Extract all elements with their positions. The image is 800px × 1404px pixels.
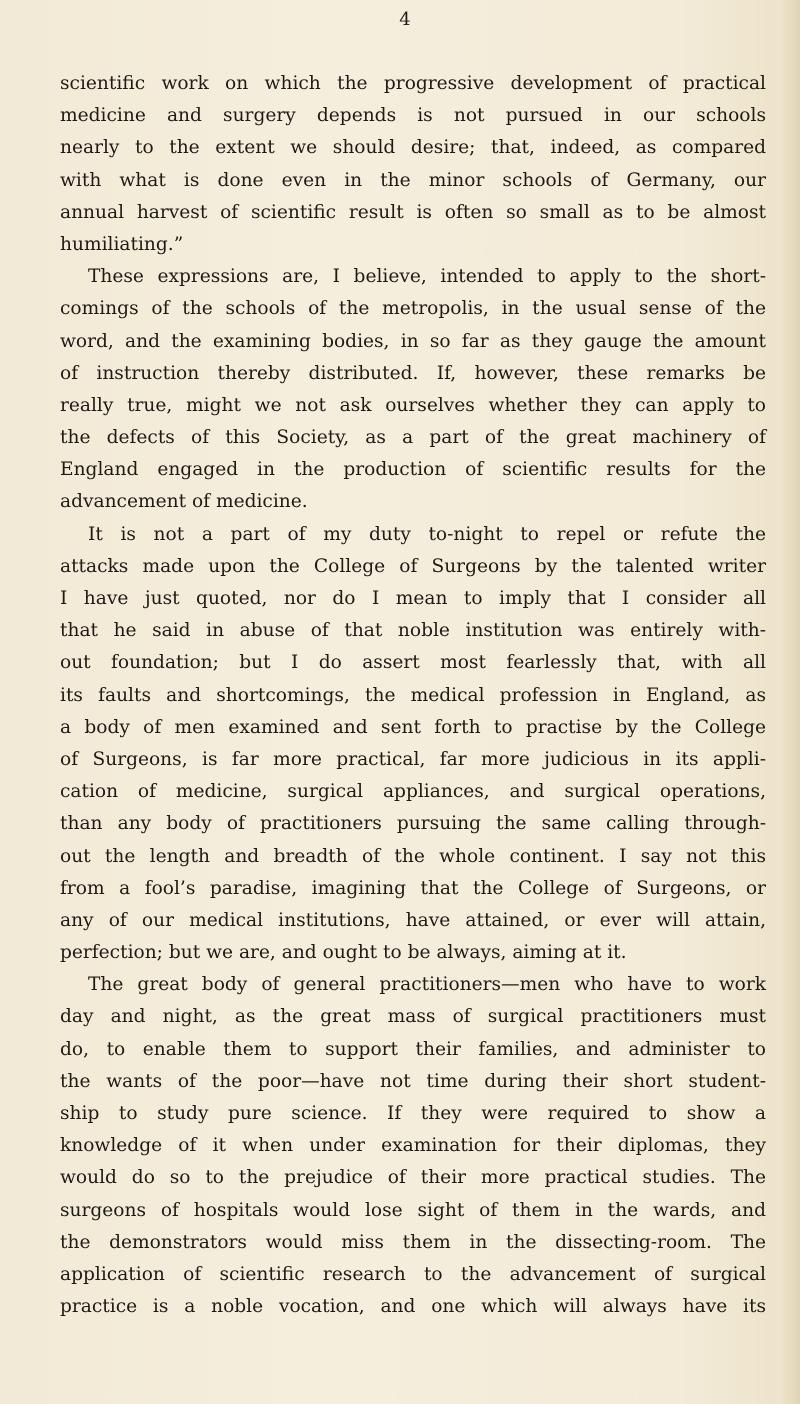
text-line: from a fool’s paradise, imagining that the College of Surgeons, or <box>60 877 766 899</box>
page-edge-shadow <box>782 0 800 1404</box>
text-line: These expressions are, I believe, intended to apply to the short- <box>88 266 766 288</box>
text-line: annual harvest of scientific result is often so small as to be almost <box>60 201 766 223</box>
body-text <box>60 68 766 1323</box>
text-line: day and night, as the great mass of surgical practitioners must <box>60 1006 766 1028</box>
text-line: ship to study pure science. If they were required to show a <box>60 1103 766 1124</box>
text-line: knowledge of it when under examination for their diplomas, they <box>60 1135 766 1157</box>
text-line: perfection; but we are, and ought to be always, aiming at it. <box>60 942 627 964</box>
text-line: medicine and surgery depends is not pursued in our schools <box>60 105 766 127</box>
text-line: a body of men examined and sent forth to practise by the College <box>60 716 766 738</box>
text-line: application of scientific research to the advancement of surgical <box>60 1263 766 1285</box>
text-line: word, and the examining bodies, in so far as they gauge the amount <box>60 330 766 352</box>
text-line: practice is a noble vocation, and one which will always have its <box>60 1296 766 1318</box>
text-line: advancement of medicine. <box>60 491 308 513</box>
text-line: out the length and breadth of the whole continent. I say not this <box>60 845 766 867</box>
text-line: It is not a part of my duty to-night to repel or refute the <box>88 523 766 545</box>
text-line: comings of the schools of the metropolis, in the usual sense of the <box>60 298 766 320</box>
text-line: humiliating.” <box>60 233 184 255</box>
text-line: nearly to the extent we should desire; that, indeed, as compared <box>60 137 766 159</box>
text-line: its faults and shortcomings, the medical profession in England, as <box>60 684 766 706</box>
text-line: the wants of the poor—have not time during their short student- <box>60 1070 766 1092</box>
text-line: would do so to the prejudice of their more practical studies. The <box>60 1167 766 1189</box>
text-line: surgeons of hospitals would lose sight of them in the wards, and <box>60 1199 766 1221</box>
text-line: I have just quoted, nor do I mean to imply that I consider all <box>60 588 766 609</box>
text-line: do, to enable them to support their families, and administer to <box>60 1038 766 1060</box>
text-line: scientific work on which the progressive development of practical <box>60 73 766 94</box>
text-line: England engaged in the production of scientific results for the <box>60 459 766 481</box>
text-line: of instruction thereby distributed. If, however, these remarks be <box>60 362 766 384</box>
text-line: than any body of practitioners pursuing the same calling through- <box>60 813 766 835</box>
page-number: 4 <box>399 9 411 30</box>
text-line: attacks made upon the College of Surgeons by the talented writer <box>60 555 766 577</box>
text-line: The great body of general practitioners—men who have to work <box>88 974 766 996</box>
text-line: out foundation; but I do assert most fearlessly that, with all <box>60 652 766 674</box>
text-line: with what is done even in the minor schools of Germany, our <box>60 169 766 191</box>
text-line: any of our medical institutions, have attained, or ever will attain, <box>60 909 766 931</box>
text-line: cation of medicine, surgical appliances, and surgical operations, <box>60 781 766 803</box>
text-line: the demonstrators would miss them in the dissecting-room. The <box>60 1231 766 1253</box>
text-line: that he said in abuse of that noble institution was entirely with- <box>60 620 766 642</box>
text-line: really true, might we not ask ourselves whether they can apply to <box>60 394 766 416</box>
text-line: of Surgeons, is far more practical, far more judicious in its appli- <box>60 748 766 770</box>
text-line: the defects of this Society, as a part of the great machinery of <box>60 427 766 449</box>
